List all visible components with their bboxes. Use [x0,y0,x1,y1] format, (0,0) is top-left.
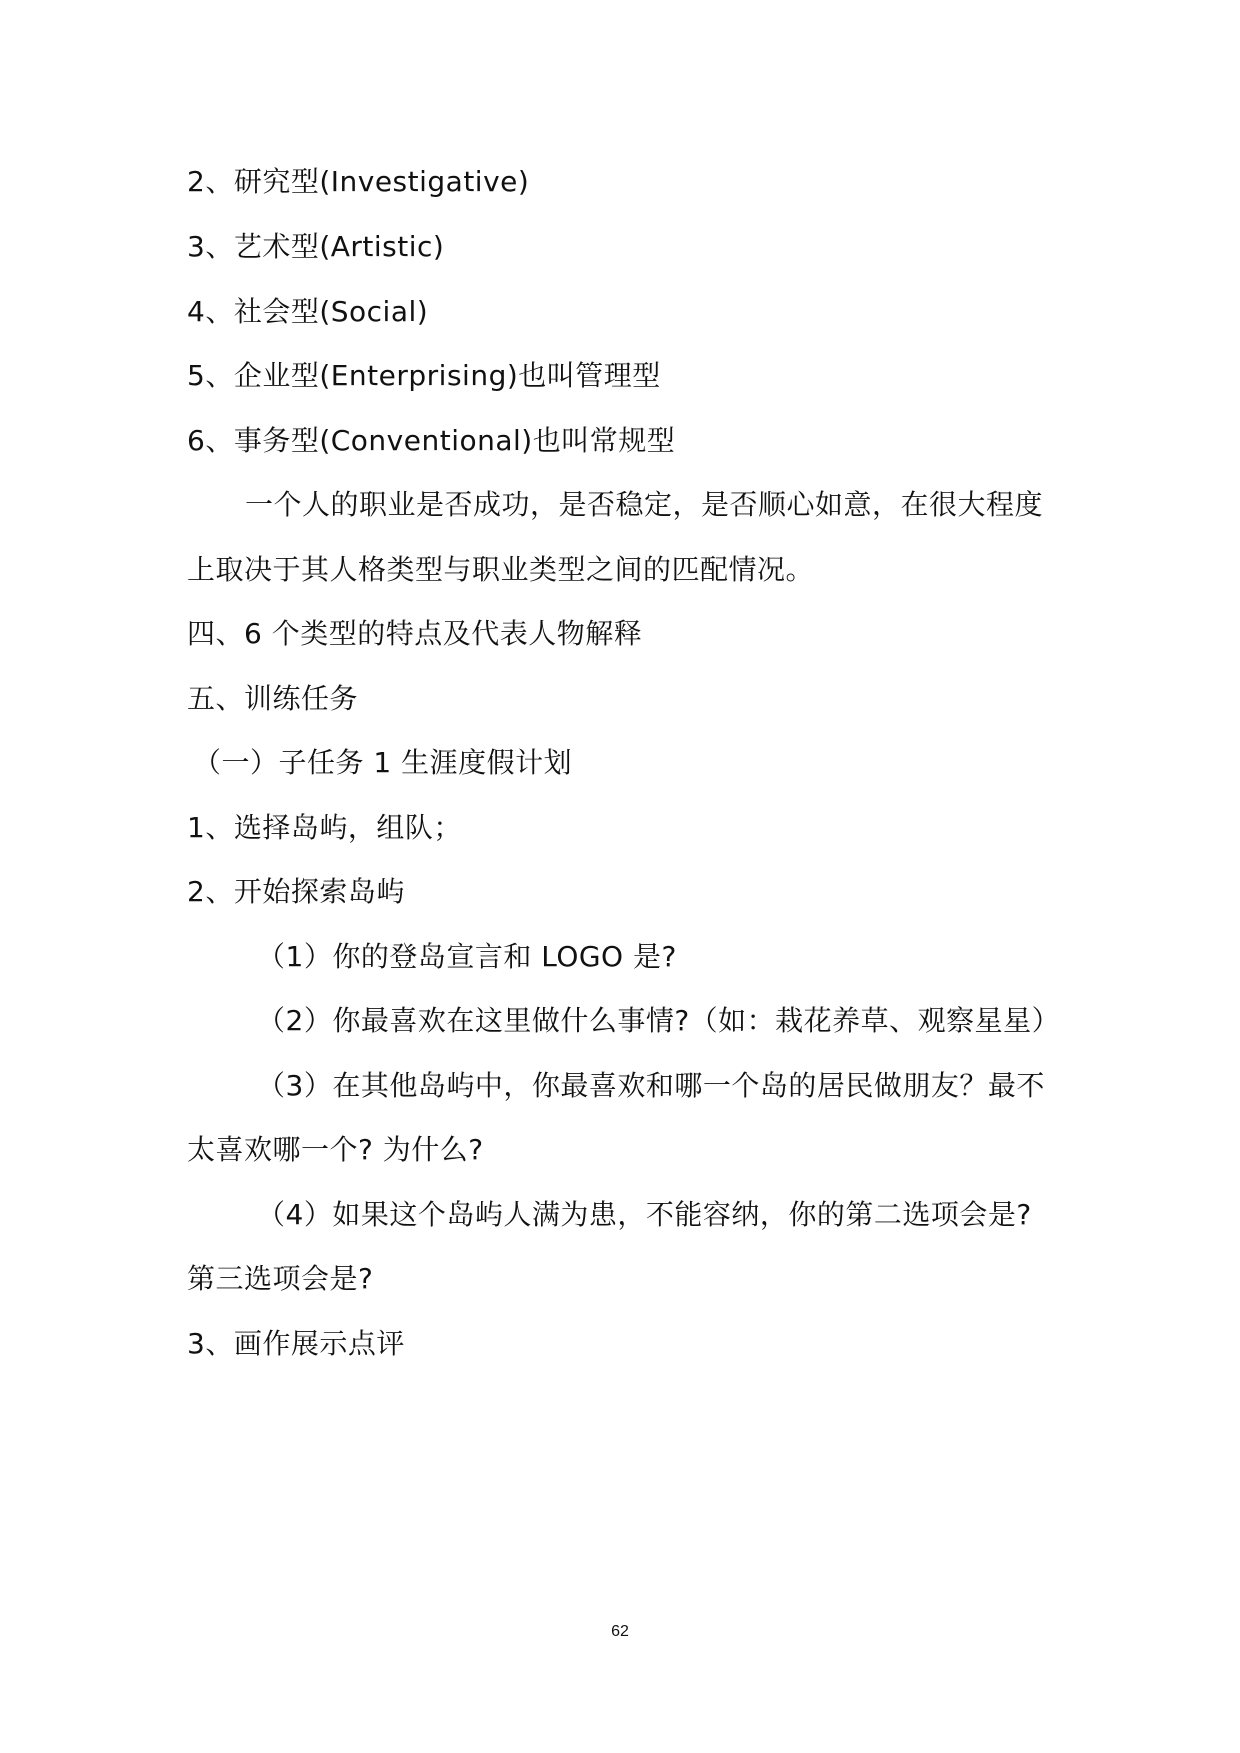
question-2: （2）你最喜欢在这里做什么事情?（如：栽花养草、观察星星） [257,1004,1061,1037]
question-3-line-1: （3）在其他岛屿中，你最喜欢和哪一个岛的居民做朋友？最不 [257,1069,1045,1102]
section-heading-five: 五、训练任务 [187,682,359,715]
question-1: （1）你的登岛宣言和 LOGO 是? [257,940,677,973]
step-explore-island: 2、开始探索岛屿 [187,875,405,908]
paragraph-line-1: 一个人的职业是否成功，是否稳定，是否顺心如意，在很大程度 [245,488,1044,521]
type-item-conventional: 6、事务型(Conventional)也叫常规型 [187,424,676,457]
paragraph-line-2: 上取决于其人格类型与职业类型之间的匹配情况。 [187,553,815,586]
type-item-enterprising: 5、企业型(Enterprising)也叫管理型 [187,359,661,392]
question-3-line-2: 太喜欢哪一个? 为什么? [187,1133,484,1166]
subtask-heading: （一）子任务 1 生涯度假计划 [193,746,573,779]
section-heading-four: 四、6 个类型的特点及代表人物解释 [187,617,643,650]
question-4-line-2: 第三选项会是? [187,1262,374,1295]
page-number: 62 [611,1623,629,1640]
question-4-line-1: （4）如果这个岛屿人满为患，不能容纳，你的第二选项会是? [257,1198,1032,1231]
type-item-artistic: 3、艺术型(Artistic) [187,230,445,263]
step-choose-island: 1、选择岛屿，组队； [187,811,462,844]
step-artwork-review: 3、画作展示点评 [187,1327,405,1360]
type-item-social: 4、社会型(Social) [187,295,429,328]
type-item-investigative: 2、研究型(Investigative) [187,165,530,198]
